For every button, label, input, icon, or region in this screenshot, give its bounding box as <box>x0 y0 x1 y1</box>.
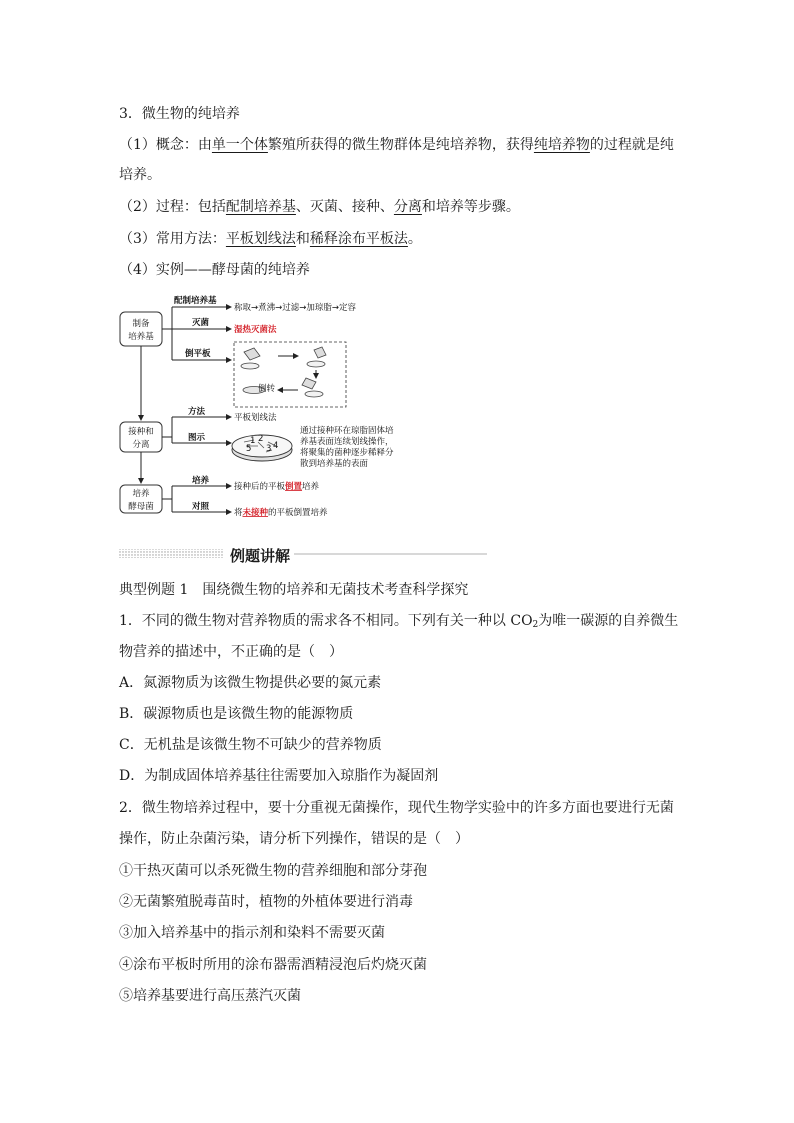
example-line: （4）实例——酵母菌的纯培养 <box>119 262 310 278</box>
flip-label: 倒转 <box>258 384 276 394</box>
culture-post: 培养 <box>302 482 320 492</box>
q1-option-a: A．氮源物质为该微生物提供必要的氮元素 <box>119 675 382 691</box>
control-text <box>234 507 328 518</box>
process-suffix: 和培养等步骤。 <box>421 199 520 215</box>
q2-item-3: ③加入培养基中的指示剂和染料不需要灭菌 <box>119 925 385 941</box>
process-prefix: （2）过程：包括 <box>119 199 226 215</box>
q1-option-b: B．碳源物质也是该微生物的能源物质 <box>119 706 354 722</box>
figure-desc-line1: 通过接种环在琼脂固体培 <box>300 426 394 436</box>
process-mid: 、灭菌、接种、 <box>295 199 394 215</box>
box1-line1: 制备 <box>132 319 150 329</box>
concept-term-2: 纯培养物 <box>533 137 590 153</box>
process-term-2: 分离 <box>393 199 422 215</box>
q1-stem-b: 为唯一碳源的自养微生 <box>538 613 679 629</box>
culture-red: 倒置 <box>285 482 303 492</box>
concept-suffix: 的过程就是纯 <box>589 137 674 153</box>
q2-item-4: ④涂布平板时所用的涂布器需酒精浸泡后灼烧灭菌 <box>119 957 427 973</box>
q1-stem-line1 <box>119 612 678 634</box>
branch-culture-label: 培养 <box>192 476 210 486</box>
q1-stem-line2: 物营养的描述中，不正确的是（ ） <box>119 644 343 660</box>
concept-mid: 繁殖所获得的微生物群体是纯培养物，获得 <box>267 137 534 153</box>
process-line <box>119 198 520 216</box>
q2-stem-line1: 2．微生物培养过程中，要十分重视无菌操作，现代生物学实验中的许多方面也要进行无菌 <box>119 800 674 816</box>
q2-stem-line2: 操作，防止杂菌污染，请分析下列操作，错误的是（ ） <box>119 831 469 847</box>
concept-continuation: 培养。 <box>119 167 161 183</box>
q1-stem-sub: 2 <box>532 620 539 630</box>
pure-culture-flow-diagram <box>118 292 438 522</box>
q1-stem-a: 1．不同的微生物对营养物质的需求各不相同。下列有关一种以 CO <box>119 613 533 629</box>
control-pre: 将 <box>234 508 243 518</box>
box3-line2: 酵母菌 <box>128 502 154 512</box>
method-value: 平板划线法 <box>234 413 277 423</box>
concept-prefix: （1）概念：由 <box>119 137 212 153</box>
methods-term-2: 稀释涂布平板法 <box>309 231 408 247</box>
methods-term-1: 平板划线法 <box>225 231 296 247</box>
control-red: 未接种 <box>242 508 269 518</box>
branch-figure-label: 图示 <box>188 433 206 443</box>
q1-option-c: C．无机盐是该微生物不可缺少的营养物质 <box>119 737 382 753</box>
plate-number-3: 3 <box>266 444 272 454</box>
concept-term-1: 单一个体 <box>211 137 268 153</box>
figure-desc-line4: 散到培养基的表面 <box>300 459 369 469</box>
plate-number-1: 1 <box>250 436 256 446</box>
section-heading: 3．微生物的纯培养 <box>119 106 240 122</box>
methods-prefix: （3）常用方法： <box>119 231 226 247</box>
methods-suffix: 。 <box>407 231 422 247</box>
box2-line1: 接种和 <box>128 427 154 437</box>
concept-line <box>119 136 674 154</box>
methods-mid: 和 <box>295 231 310 247</box>
section-header-title: 例题讲解 <box>230 547 291 565</box>
culture-text <box>234 481 320 492</box>
sterilize-method: 湿热灭菌法 <box>234 325 277 335</box>
culture-pre: 接种后的平板 <box>234 482 286 492</box>
process-term-1: 配制培养基 <box>225 199 296 215</box>
plate-number-4: 4 <box>273 441 279 451</box>
branch-pour-label: 倒平板 <box>185 349 211 359</box>
branch-method-label: 方法 <box>188 407 206 417</box>
box2-line2: 分离 <box>132 440 150 450</box>
branch-prepare-label: 配制培养基 <box>174 296 217 306</box>
box1-line2: 培养基 <box>128 332 154 342</box>
methods-line <box>119 230 422 248</box>
example-title: 典型例题 1 围绕微生物的培养和无菌技术考查科学探究 <box>119 582 469 598</box>
branch-sterilize-label: 灭菌 <box>192 318 210 328</box>
figure-desc-line2: 养基表面连续划线操作， <box>300 437 394 447</box>
q2-item-1: ①干热灭菌可以杀死微生物的营养细胞和部分芽孢 <box>119 863 427 879</box>
prep-steps: 称取→煮沸→过滤→加琼脂→定容 <box>234 303 356 313</box>
q2-item-5: ⑤培养基要进行高压蒸汽灭菌 <box>119 988 301 1004</box>
section-header-bar <box>119 542 489 566</box>
q1-option-d: D．为制成固体培养基往往需要加入琼脂作为凝固剂 <box>119 768 439 784</box>
branch-control-label: 对照 <box>192 502 210 512</box>
control-post: 的平板倒置培养 <box>268 508 328 518</box>
plate-number-5: 5 <box>246 444 252 454</box>
plate-number-2: 2 <box>258 434 264 444</box>
box3-line1: 培养 <box>132 489 150 499</box>
q2-item-2: ②无菌繁殖脱毒苗时，植物的外植体要进行消毒 <box>119 894 413 910</box>
figure-desc-line3: 将聚集的菌种逐步稀释分 <box>300 448 394 458</box>
